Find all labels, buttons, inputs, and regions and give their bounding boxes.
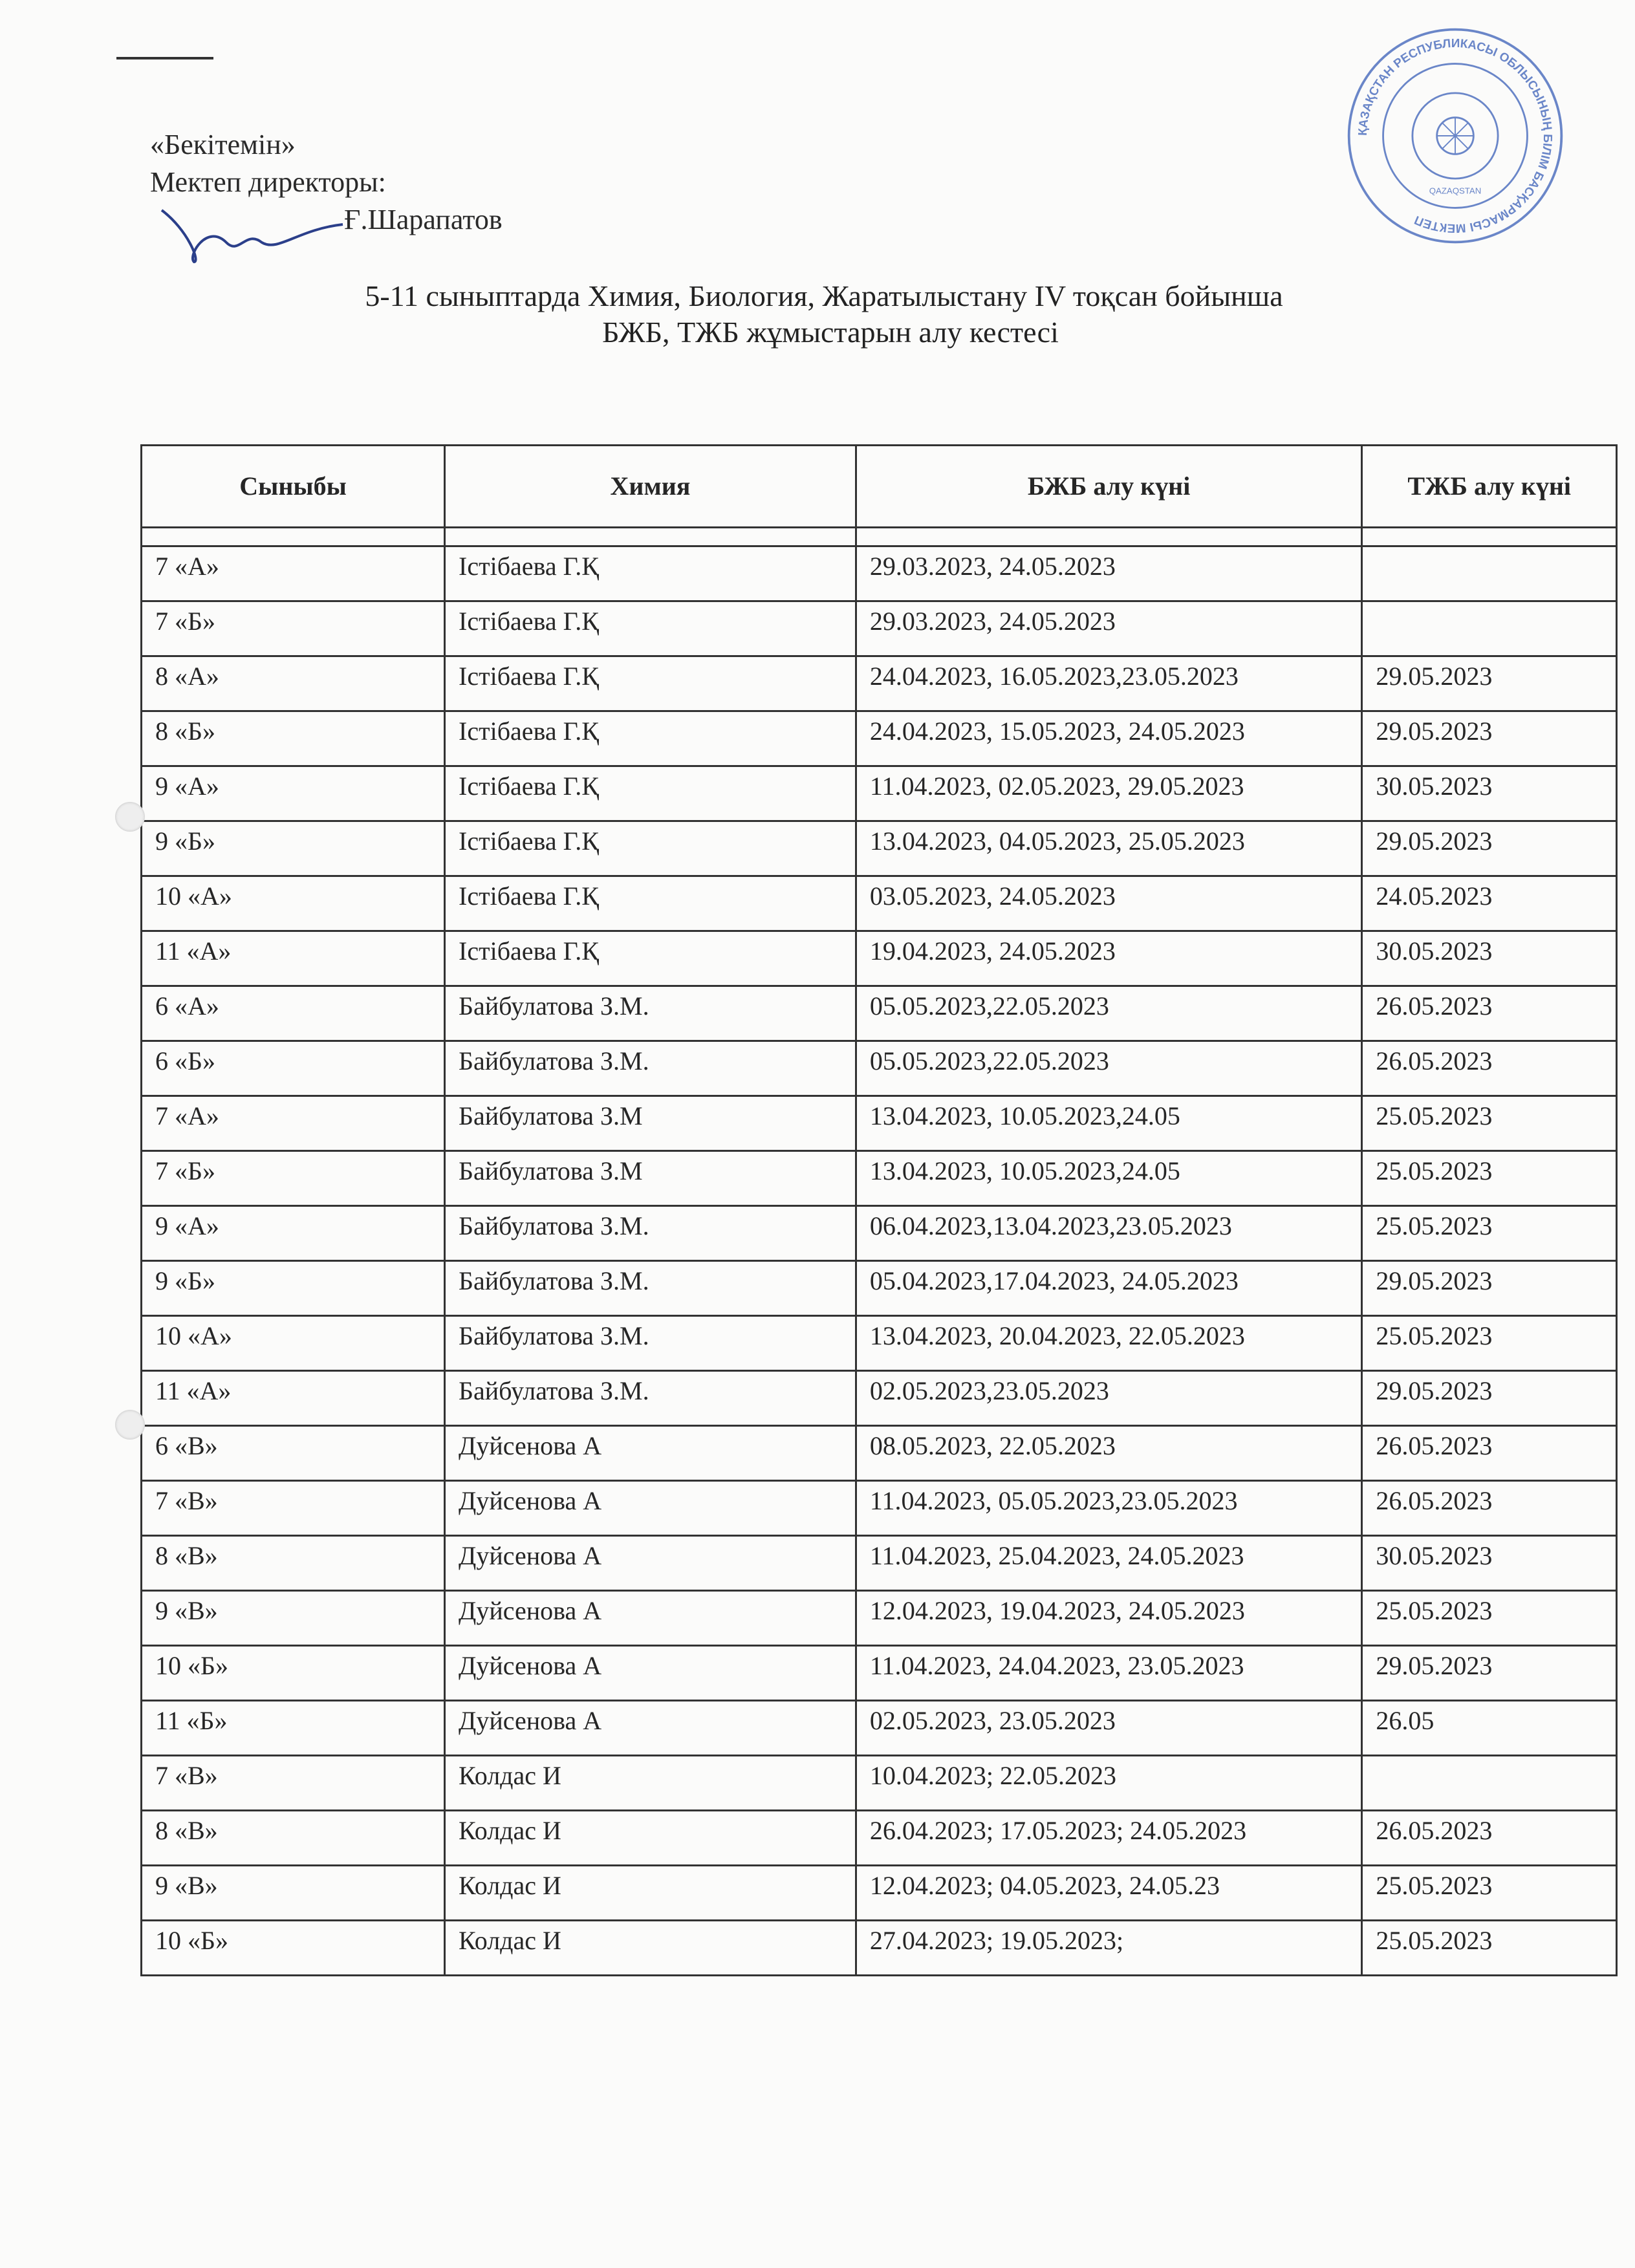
cell-teacher: Істібаева Г.Қ [445,601,856,656]
cell-class: 11 «Б» [142,1701,445,1756]
cell-class: 9 «А» [142,766,445,821]
punch-hole [115,1410,145,1440]
cell-bzhb-dates: 11.04.2023, 24.04.2023, 23.05.2023 [856,1646,1361,1701]
cell-bzhb-dates: 11.04.2023, 02.05.2023, 29.05.2023 [856,766,1361,821]
cell-class: 6 «А» [142,986,445,1041]
table-row [142,931,1617,986]
cell-teacher: Байбулатова З.М [445,1096,856,1151]
cell-teacher: Дуйсенова А [445,1646,856,1701]
cell-class: 8 «В» [142,1536,445,1591]
cell-tzhb-date [1362,601,1617,656]
cell-bzhb-dates: 13.04.2023, 20.04.2023, 22.05.2023 [856,1316,1361,1371]
table-row [142,986,1617,1041]
cell-tzhb-date [1362,1756,1617,1811]
cell-teacher: Істібаева Г.Қ [445,876,856,931]
cell-class: 8 «Б» [142,711,445,766]
cell-bzhb-dates: 24.04.2023, 15.05.2023, 24.05.2023 [856,711,1361,766]
cell-tzhb-date: 26.05.2023 [1362,986,1617,1041]
empty-row [142,528,1617,546]
header-tzhb-date: ТЖБ алу күні [1362,446,1617,528]
table-row [142,1371,1617,1426]
cell-tzhb-date: 25.05.2023 [1362,1151,1617,1206]
cell-teacher: Байбулатова З.М. [445,986,856,1041]
cell-bzhb-dates: 05.05.2023,22.05.2023 [856,986,1361,1041]
cell-class: 7 «В» [142,1481,445,1536]
director-label: Мектеп директоры: [150,166,386,198]
cell-teacher: Дуйсенова А [445,1591,856,1646]
cell-tzhb-date: 30.05.2023 [1362,1536,1617,1591]
cell-teacher: Істібаева Г.Қ [445,931,856,986]
cell-teacher: Дуйсенова А [445,1536,856,1591]
table-row [142,1426,1617,1481]
cell-class: 9 «А» [142,1206,445,1261]
cell-tzhb-date: 25.05.2023 [1362,1921,1617,1976]
cell-class: 7 «А» [142,546,445,601]
punch-hole [115,802,145,832]
cell-bzhb-dates: 27.04.2023; 19.05.2023; [856,1921,1361,1976]
header-teacher: Химия [445,446,856,528]
cell-bzhb-dates: 26.04.2023; 17.05.2023; 24.05.2023 [856,1811,1361,1866]
cell-class: 6 «Б» [142,1041,445,1096]
cell-teacher: Істібаева Г.Қ [445,821,856,876]
title-line-1: 5-11 сыныптарда Химия, Биология, Жаратылыстану IV тоқсан бойынша [365,279,1283,312]
cell-tzhb-date: 30.05.2023 [1362,766,1617,821]
cell-teacher: Колдас И [445,1921,856,1976]
title-line-2: БЖБ, ТЖБ жұмыстарын алу кестесі [602,316,1059,349]
table-row [142,601,1617,656]
cell-tzhb-date: 25.05.2023 [1362,1316,1617,1371]
cell-teacher: Байбулатова З.М. [445,1371,856,1426]
table-row [142,1646,1617,1701]
cell-class: 9 «Б» [142,1261,445,1316]
cell-class: 11 «А» [142,931,445,986]
table-row [142,711,1617,766]
cell-bzhb-dates: 12.04.2023; 04.05.2023, 24.05.23 [856,1866,1361,1921]
cell-teacher: Байбулатова З.М. [445,1206,856,1261]
cell-teacher: Байбулатова З.М. [445,1041,856,1096]
cell-bzhb-dates: 03.05.2023, 24.05.2023 [856,876,1361,931]
table-row [142,1591,1617,1646]
table-row [142,1206,1617,1261]
cell-tzhb-date: 30.05.2023 [1362,931,1617,986]
cell-tzhb-date: 25.05.2023 [1362,1096,1617,1151]
header-class: Сыныбы [142,446,445,528]
table-row [142,1261,1617,1316]
cell-bzhb-dates: 29.03.2023, 24.05.2023 [856,601,1361,656]
cell-class: 8 «В» [142,1811,445,1866]
cell-class: 10 «А» [142,1316,445,1371]
table-row [142,1096,1617,1151]
table-header-row [142,446,1617,528]
svg-text:QAZAQSTAN: QAZAQSTAN [1429,186,1482,196]
cell-class: 7 «А» [142,1096,445,1151]
cell-bzhb-dates: 12.04.2023, 19.04.2023, 24.05.2023 [856,1591,1361,1646]
cell-class: 10 «Б» [142,1921,445,1976]
table-row [142,876,1617,931]
cell-class: 9 «В» [142,1866,445,1921]
table-row [142,1151,1617,1206]
cell-teacher: Істібаева Г.Қ [445,656,856,711]
cell-class: 10 «Б» [142,1646,445,1701]
cell-teacher: Істібаева Г.Қ [445,711,856,766]
cell-tzhb-date: 25.05.2023 [1362,1866,1617,1921]
cell-tzhb-date: 24.05.2023 [1362,876,1617,931]
cell-class: 7 «Б» [142,601,445,656]
signature [149,184,420,268]
cell-tzhb-date: 26.05 [1362,1701,1617,1756]
cell-bzhb-dates: 10.04.2023; 22.05.2023 [856,1756,1361,1811]
cell-class: 11 «А» [142,1371,445,1426]
table-row [142,1481,1617,1536]
school-stamp [1345,26,1565,246]
table-row [142,1041,1617,1096]
cell-class: 9 «Б» [142,821,445,876]
cell-teacher: Колдас И [445,1811,856,1866]
cell-bzhb-dates: 02.05.2023, 23.05.2023 [856,1701,1361,1756]
cell-tzhb-date: 29.05.2023 [1362,1371,1617,1426]
table-row [142,1921,1617,1976]
cell-bzhb-dates: 13.04.2023, 10.05.2023,24.05 [856,1151,1361,1206]
cell-teacher: Байбулатова З.М. [445,1261,856,1316]
header-bzhb-date: БЖБ алу күні [856,446,1361,528]
cell-tzhb-date: 29.05.2023 [1362,1261,1617,1316]
cell-bzhb-dates: 24.04.2023, 16.05.2023,23.05.2023 [856,656,1361,711]
cell-teacher: Істібаева Г.Қ [445,546,856,601]
table-row [142,1756,1617,1811]
cell-bzhb-dates: 11.04.2023, 25.04.2023, 24.05.2023 [856,1536,1361,1591]
cell-tzhb-date: 26.05.2023 [1362,1041,1617,1096]
cell-tzhb-date: 29.05.2023 [1362,711,1617,766]
table-row [142,1316,1617,1371]
cell-tzhb-date: 26.05.2023 [1362,1481,1617,1536]
cell-tzhb-date: 25.05.2023 [1362,1591,1617,1646]
cell-bzhb-dates: 11.04.2023, 05.05.2023,23.05.2023 [856,1481,1361,1536]
cell-class: 7 «В» [142,1756,445,1811]
table-row [142,821,1617,876]
cell-class: 7 «Б» [142,1151,445,1206]
table-row [142,766,1617,821]
cell-bzhb-dates: 19.04.2023, 24.05.2023 [856,931,1361,986]
cell-bzhb-dates: 08.05.2023, 22.05.2023 [856,1426,1361,1481]
schedule-table [140,444,1618,1976]
cell-teacher: Дуйсенова А [445,1426,856,1481]
table-row [142,1701,1617,1756]
cell-tzhb-date: 29.05.2023 [1362,821,1617,876]
cell-class: 10 «А» [142,876,445,931]
cell-tzhb-date: 29.05.2023 [1362,1646,1617,1701]
cell-tzhb-date [1362,546,1617,601]
cell-tzhb-date: 26.05.2023 [1362,1426,1617,1481]
cell-class: 6 «В» [142,1426,445,1481]
approval-label: «Бекітемін» [150,129,296,160]
svg-text:ҚАЗАҚСТАН РЕСПУБЛИКАСЫ ОБЛЫСЫН: ҚАЗАҚСТАН РЕСПУБЛИКАСЫ ОБЛЫСЫНЫҢ БІЛІМ БАСҚАРМАСЫ МЕКТЕП [1356,37,1555,235]
cell-teacher: Колдас И [445,1756,856,1811]
scan-mark-line [116,57,213,59]
cell-tzhb-date: 26.05.2023 [1362,1811,1617,1866]
director-name: Ғ.Шарапатов [344,204,503,235]
table-row [142,656,1617,711]
cell-bzhb-dates: 13.04.2023, 04.05.2023, 25.05.2023 [856,821,1361,876]
cell-bzhb-dates: 02.05.2023,23.05.2023 [856,1371,1361,1426]
cell-bzhb-dates: 29.03.2023, 24.05.2023 [856,546,1361,601]
cell-teacher: Байбулатова З.М. [445,1316,856,1371]
cell-teacher: Байбулатова З.М [445,1151,856,1206]
cell-teacher: Істібаева Г.Қ [445,766,856,821]
cell-bzhb-dates: 13.04.2023, 10.05.2023,24.05 [856,1096,1361,1151]
cell-bzhb-dates: 05.05.2023,22.05.2023 [856,1041,1361,1096]
cell-bzhb-dates: 06.04.2023,13.04.2023,23.05.2023 [856,1206,1361,1261]
cell-bzhb-dates: 05.04.2023,17.04.2023, 24.05.2023 [856,1261,1361,1316]
cell-class: 8 «А» [142,656,445,711]
cell-tzhb-date: 25.05.2023 [1362,1206,1617,1261]
cell-teacher: Дуйсенова А [445,1481,856,1536]
cell-tzhb-date: 29.05.2023 [1362,656,1617,711]
cell-teacher: Колдас И [445,1866,856,1921]
table-row [142,546,1617,601]
cell-teacher: Дуйсенова А [445,1701,856,1756]
table-row [142,1866,1617,1921]
table-row [142,1811,1617,1866]
cell-class: 9 «В» [142,1591,445,1646]
table-row [142,1536,1617,1591]
document-title [0,278,1635,351]
